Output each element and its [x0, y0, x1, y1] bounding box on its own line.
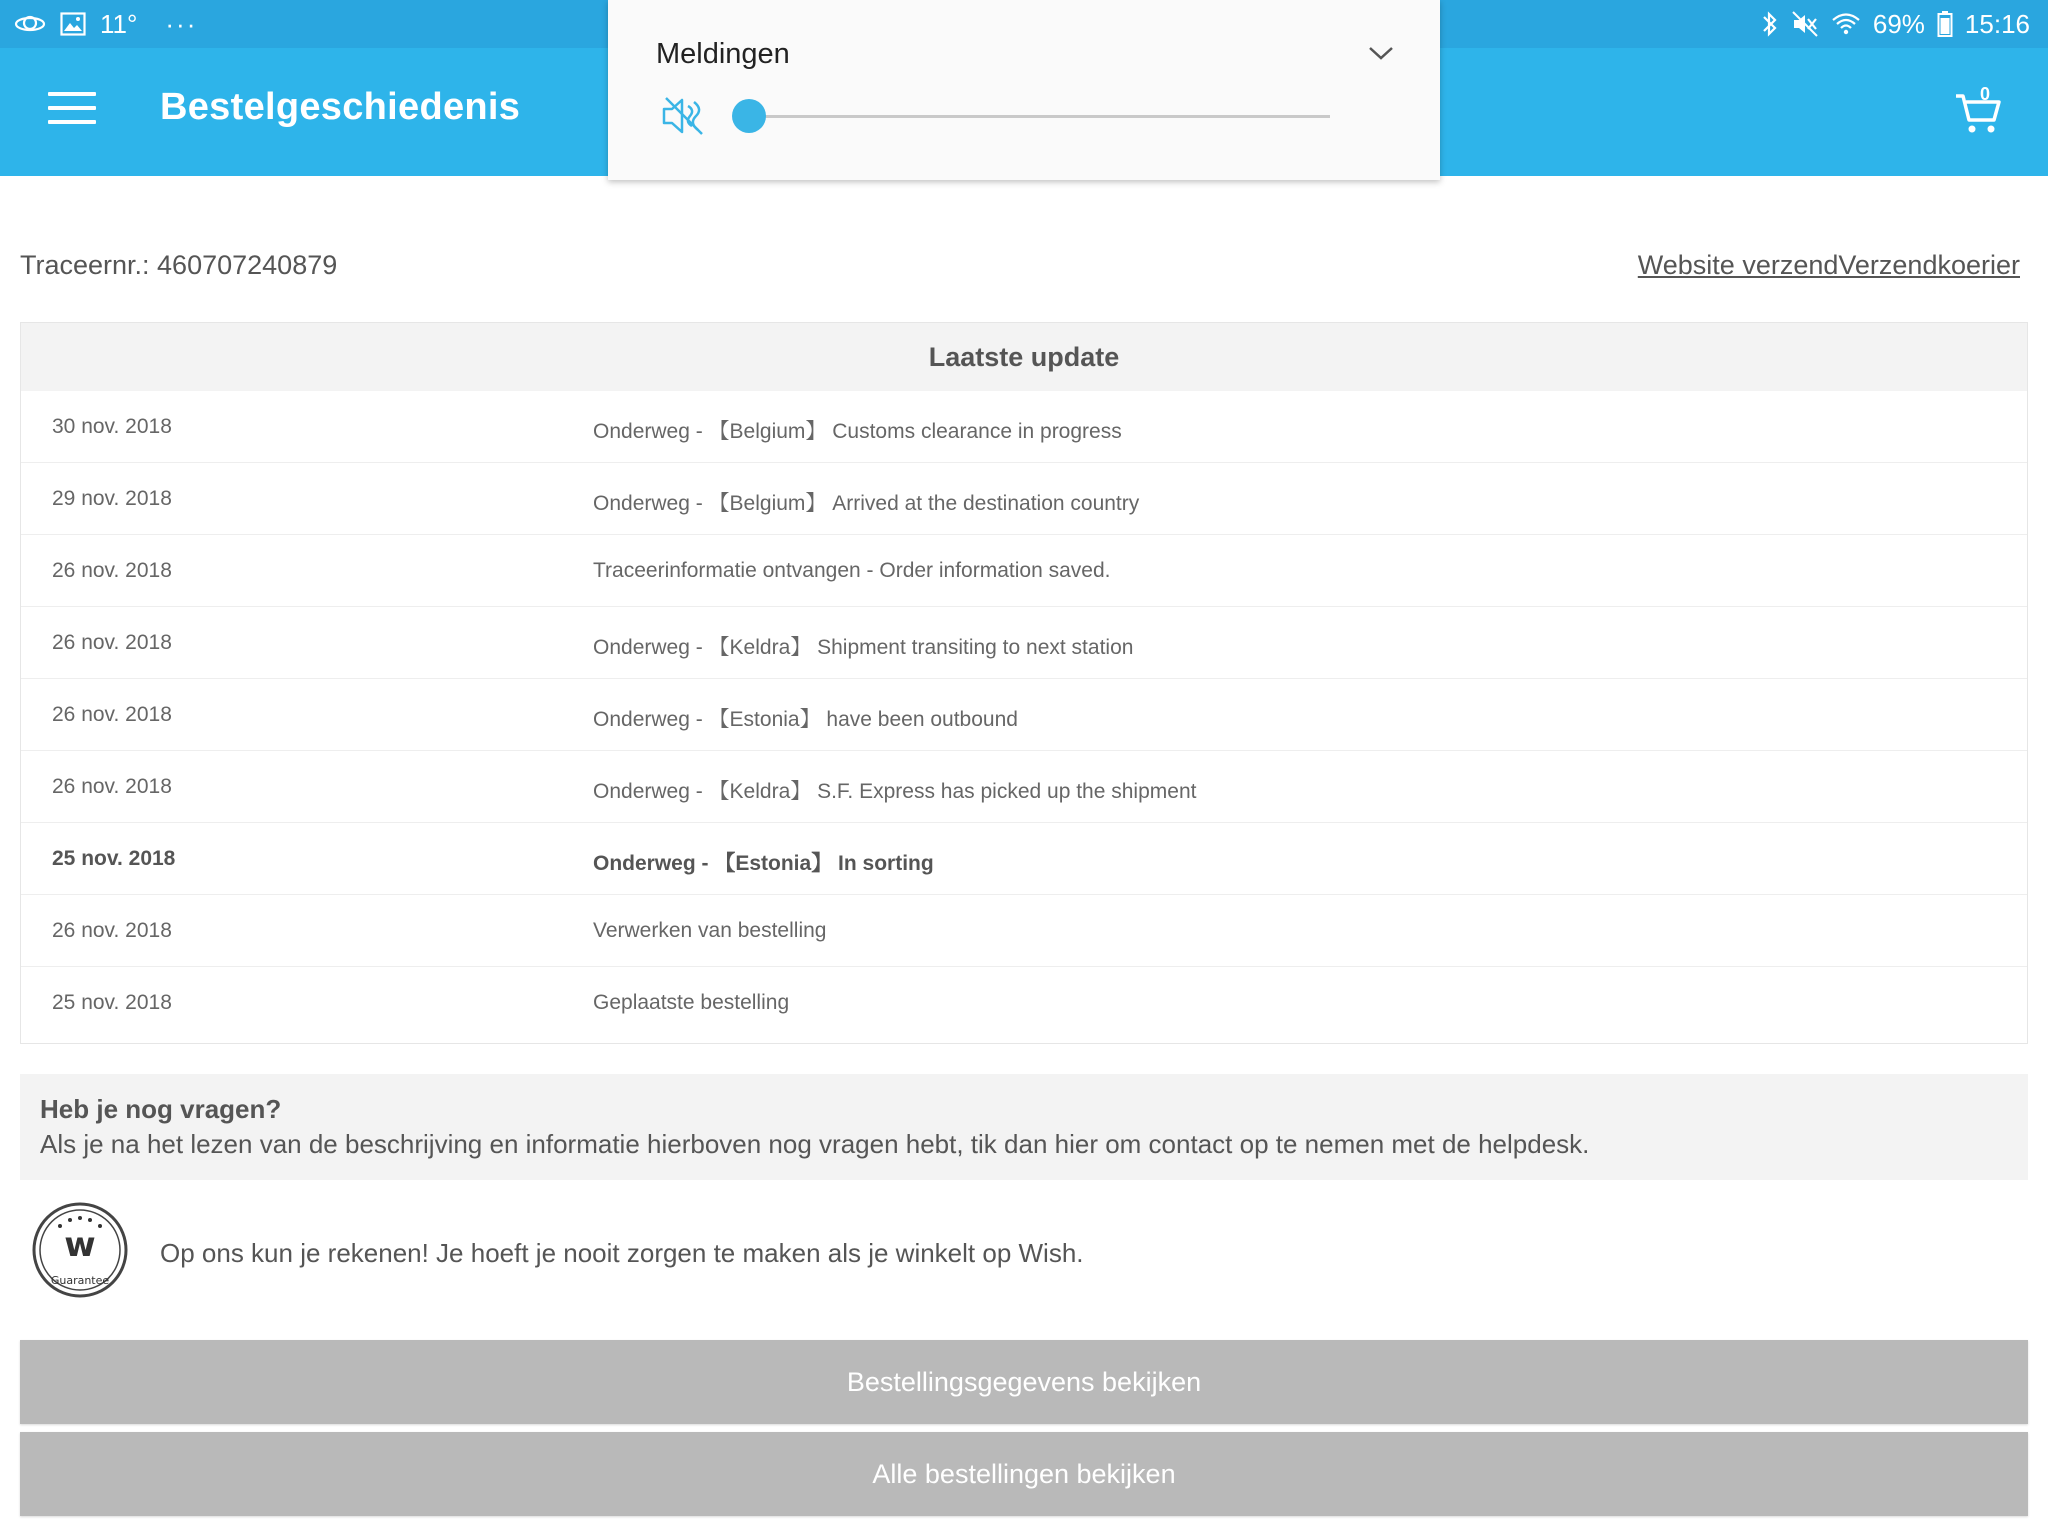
volume-panel-title: Meldingen — [656, 38, 790, 70]
menu-icon[interactable] — [48, 92, 96, 132]
guarantee-text: Op ons kun je rekenen! Je hoeft je nooit zorgen te maken als je winkelt op Wish. — [160, 1238, 1084, 1268]
update-date: 26 nov. 2018 — [52, 631, 172, 654]
table-row — [21, 391, 2027, 463]
volume-panel — [608, 0, 1440, 180]
update-date: 26 nov. 2018 — [52, 919, 172, 942]
volume-slider-track[interactable] — [750, 115, 1330, 118]
table-row — [21, 607, 2027, 679]
table-row — [21, 751, 2027, 823]
update-date: 25 nov. 2018 — [52, 991, 172, 1014]
tracking-number: Traceernr.: 460707240879 — [20, 250, 338, 280]
update-description: Onderweg - 【Estonia】 have been outbound — [593, 708, 1018, 731]
more-indicator: ··· — [165, 8, 198, 39]
update-description: Onderweg - 【Estonia】 In sorting — [593, 852, 934, 875]
table-row — [21, 895, 2027, 967]
updates-header: Laatste update — [21, 323, 2027, 391]
bluetooth-icon — [1761, 10, 1779, 38]
carrier-website-link[interactable]: Website verzendVerzendkoerier — [1637, 250, 2020, 280]
battery-percent: 69% — [1872, 8, 1925, 39]
update-description: Geplaatste bestelling — [593, 991, 790, 1014]
cart-icon[interactable] — [1952, 86, 2004, 138]
table-row — [21, 535, 2027, 607]
temperature: 11° — [100, 8, 138, 39]
status-left — [14, 9, 197, 40]
gallery-icon — [60, 12, 86, 36]
questions-title: Heb je nog vragen? — [40, 1094, 282, 1124]
page-title: Bestelgeschiedenis — [160, 86, 521, 128]
clock: 15:16 — [1964, 8, 2030, 39]
wifi-icon — [1831, 11, 1861, 37]
tracking-updates-table — [20, 322, 2028, 1044]
update-description: Verwerken van bestelling — [593, 919, 827, 942]
update-date: 29 nov. 2018 — [52, 487, 172, 510]
chevron-down-icon[interactable] — [1366, 38, 1396, 68]
badge-word: Guarantee — [50, 1274, 110, 1287]
update-description: Onderweg - 【Keldra】 Shipment transiting to next station — [593, 636, 1134, 659]
update-date: 30 nov. 2018 — [52, 415, 172, 438]
update-description: Onderweg - 【Keldra】 S.F. Express has picked up the shipment — [593, 780, 1197, 803]
planet-icon — [14, 11, 46, 37]
questions-text: Als je na het lezen van de beschrijving en informatie hierboven nog vragen hebt, tik dan hier om contact op te nemen met de helpdesk. — [40, 1129, 1590, 1159]
update-date: 26 nov. 2018 — [52, 559, 172, 582]
status-right — [1761, 9, 2030, 40]
table-row — [21, 679, 2027, 751]
update-description: Onderweg - 【Belgium】 Arrived at the destination country — [593, 492, 1140, 515]
table-row — [21, 463, 2027, 535]
view-all-orders-button[interactable]: Alle bestellingen bekijken — [20, 1432, 2028, 1516]
volume-slider-thumb[interactable] — [732, 99, 766, 133]
view-order-details-button[interactable]: Bestellingsgegevens bekijken — [20, 1340, 2028, 1424]
table-row-current — [21, 823, 2027, 895]
cart-count-badge: 0 — [1979, 84, 1990, 104]
update-description: Onderweg - 【Belgium】 Customs clearance in progress — [593, 420, 1122, 443]
battery-icon — [1937, 10, 1953, 38]
table-row — [21, 967, 2027, 1039]
badge-letter: w — [64, 1225, 96, 1265]
update-description: Traceerinformatie ontvangen - Order information saved. — [593, 559, 1111, 582]
mute-icon — [1791, 10, 1819, 38]
notification-mute-icon[interactable] — [660, 92, 708, 140]
update-date: 26 nov. 2018 — [52, 775, 172, 798]
update-date: 26 nov. 2018 — [52, 703, 172, 726]
update-date: 25 nov. 2018 — [52, 847, 176, 870]
helpdesk-contact-box[interactable] — [20, 1074, 2028, 1180]
wish-guarantee-badge-icon — [30, 1200, 130, 1300]
